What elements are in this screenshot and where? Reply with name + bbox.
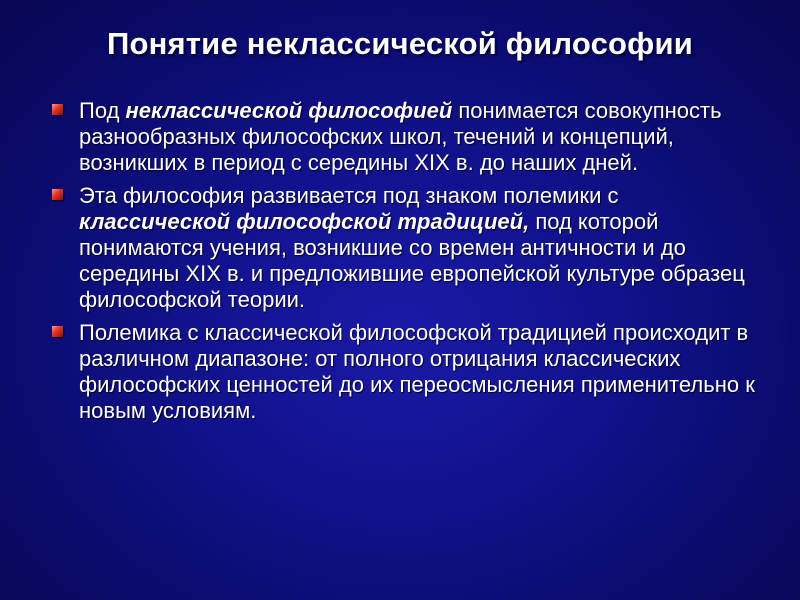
bullet-1-text-start: Под <box>79 98 126 123</box>
bullet-item-3 <box>48 320 768 424</box>
bullet-3-text: Полемика с классической философской традицией происходит в различном диапазоне: от полного отрицания классических философских ценностей до их переосмысления применительно к новым условиям. <box>79 320 755 423</box>
bullet-1-emphasis: неклассической философией <box>125 98 453 123</box>
red-square-bullet-icon <box>52 104 63 115</box>
bullet-item-1 <box>48 98 768 176</box>
bullet-2-emphasis: классической философской традицией, <box>79 209 530 234</box>
bullet-item-2 <box>48 183 768 313</box>
red-square-bullet-icon <box>52 189 63 200</box>
bullet-2-text-end: под которой понимаются учения, возникшие со времен античности и до середины XIX в. и предложившие европейской культуре образец философской теории. <box>79 209 745 312</box>
bullet-2-text-start: Эта философия развивается под знаком полемики с <box>79 183 619 208</box>
bullet-1-text-end: понимается совокупность разнообразных философских школ, течений и концепций, возникших в период с середины XIX в. до наших дней. <box>79 98 722 175</box>
bullet-list <box>48 98 768 431</box>
slide-title: Понятие неклассической философии <box>106 26 694 61</box>
red-square-bullet-icon <box>52 326 63 337</box>
